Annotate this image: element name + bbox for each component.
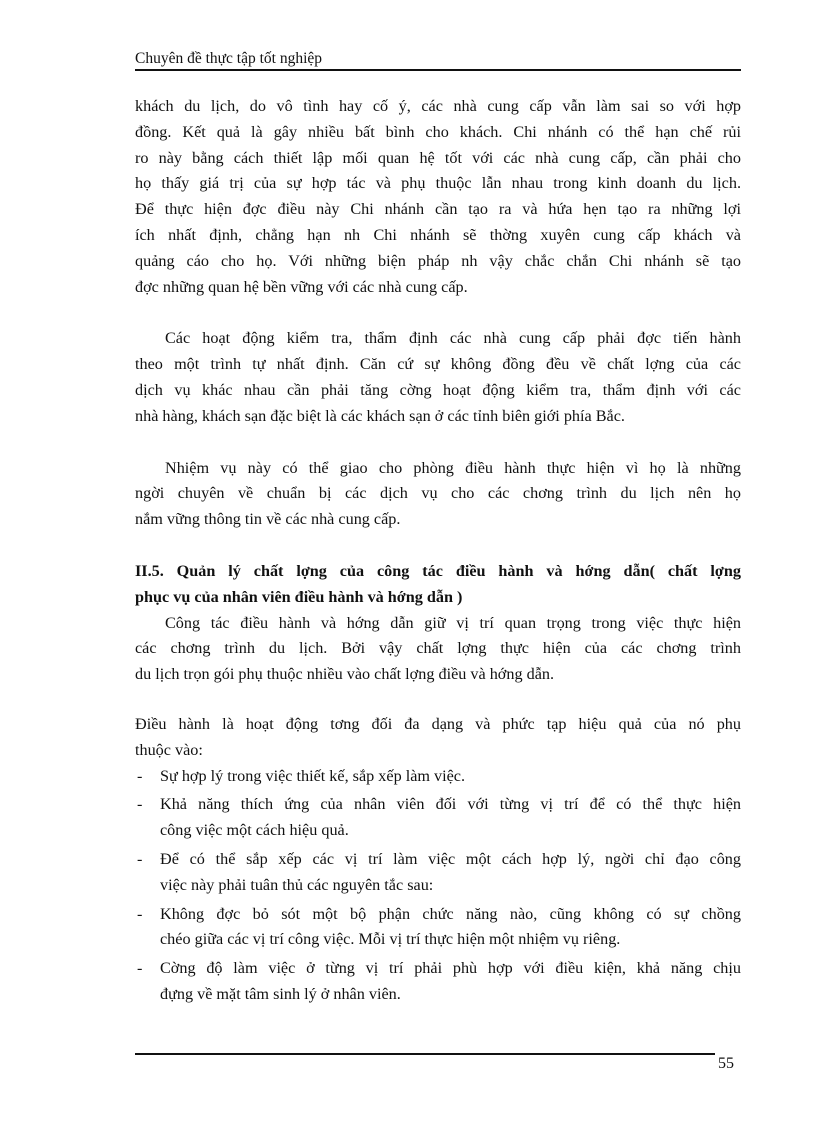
paragraph-4 <box>135 611 741 688</box>
dash-bullet: - <box>137 795 143 814</box>
text-line: đồng. Kết quả là gây nhiều bất bình cho khách. Chi nhánh có thể hạn chế rủi <box>135 122 741 141</box>
page-header <box>135 50 741 71</box>
text-line: đựng về mặt tâm sinh lý ở nhân viên. <box>160 984 401 1003</box>
list-item <box>135 902 741 954</box>
text-line: nắm vững thông tin về các nhà cung cấp. <box>135 510 401 529</box>
paragraph-2 <box>135 326 741 429</box>
paragraph-5 <box>135 712 741 764</box>
dash-bullet: - <box>137 904 143 923</box>
text-line: nhà hàng, khách sạn đặc biệt là các khách sạn ở các tỉnh biên giới phía Bắc. <box>135 406 625 425</box>
text-line: Để có thể sắp xếp các vị trí làm việc một cách hợp lý, ngời chỉ đạo công <box>160 849 741 868</box>
text-line: Các hoạt động kiểm tra, thẩm định các nhà cung cấp phải đợc tiến hành <box>165 329 741 348</box>
text-line: ngời chuyên về chuẩn bị các dịch vụ cho các chơng trình du lịch nên họ <box>135 484 741 503</box>
text-line: theo một trình tự nhất định. Căn cứ sự không đồng đều về chất lợng của các <box>135 355 741 374</box>
text-line: ích nhất định, chẳng hạn nh Chi nhánh sẽ thờng xuyên cung cấp khách và <box>135 225 741 244</box>
section-heading <box>135 559 741 611</box>
text-line: ro này bằng cách thiết lập mối quan hệ tốt với các nhà cung cấp, cần phải cho <box>135 148 741 167</box>
page-number: 55 <box>718 1055 734 1072</box>
text-line: Khả năng thích ứng của nhân viên đối với từng vị trí để có thể thực hiện <box>160 795 741 814</box>
text-line: quảng cáo cho họ. Với những biện pháp nh vậy chắc chắn Chi nhánh sẽ tạo <box>135 251 741 270</box>
header-title: Chuyên đề thực tập tốt nghiệp <box>135 50 323 67</box>
text-line: Sự hợp lý trong việc thiết kế, sắp xếp làm việc. <box>160 766 466 785</box>
list-item <box>135 847 741 899</box>
text-line: thuộc vào: <box>135 740 203 759</box>
dash-bullet: - <box>137 849 143 868</box>
dash-bullet: - <box>137 766 143 785</box>
paragraph-1 <box>135 94 741 300</box>
text-line: khách du lịch, do vô tình hay cố ý, các nhà cung cấp vẫn làm sai so với hợp <box>135 97 741 115</box>
list-item <box>135 956 741 1008</box>
text-line: du lịch trọn gói phụ thuộc nhiều vào chất lợng điều và hớng dẫn. <box>135 665 555 684</box>
text-line: Cờng độ làm việc ở từng vị trí phải phù hợp với điều kiện, khả năng chịu <box>160 959 741 978</box>
dash-bullet: - <box>137 959 143 978</box>
text-line: đợc những quan hệ bền vững với các nhà cung cấp. <box>135 277 468 296</box>
text-line: Không đợc bỏ sót một bộ phận chức năng nào, cũng không có sự chồng <box>160 904 741 923</box>
text-line: Để thực hiện đợc điều này Chi nhánh cần tạo ra và hứa hẹn tạo ra những lợi <box>135 200 741 219</box>
text-line: việc này phải tuân thủ các nguyên tắc sau: <box>160 875 434 894</box>
text-line: dịch vụ khác nhau cần phải tăng cờng hoạt động kiểm tra, thẩm định với các <box>135 380 741 399</box>
text-line: Nhiệm vụ này có thể giao cho phòng điều hành thực hiện vì họ là những <box>165 458 741 477</box>
bullet-list <box>135 764 741 1008</box>
text-line: công việc một cách hiệu quả. <box>160 821 349 840</box>
heading-line: II.5. Quản lý chất lợng của công tác điều hành và hớng dẫn( chất lợng <box>135 561 741 580</box>
text-line: chéo giữa các vị trí công việc. Mỗi vị trí thực hiện một nhiệm vụ riêng. <box>160 930 621 949</box>
text-line: họ thấy giá trị của sự hợp tác và phụ thuộc lẫn nhau trong kinh doanh du lịch. <box>135 174 741 193</box>
text-line: Điều hành là hoạt động tơng đối đa dạng và phức tạp hiệu quả của nó phụ <box>135 714 741 733</box>
list-item <box>135 792 741 844</box>
footer-rule <box>135 1053 715 1055</box>
text-line: Công tác điều hành và hớng dẫn giữ vị trí quan trọng trong việc thực hiện <box>165 613 741 632</box>
text-line: các chơng trình du lịch. Bởi vậy chất lợng thực hiện của các chơng trình <box>135 639 741 658</box>
list-item <box>135 764 741 790</box>
document-body <box>135 94 741 1011</box>
heading-line: phục vụ của nhân viên điều hành và hớng dẫn ) <box>135 587 463 606</box>
paragraph-3 <box>135 456 741 533</box>
